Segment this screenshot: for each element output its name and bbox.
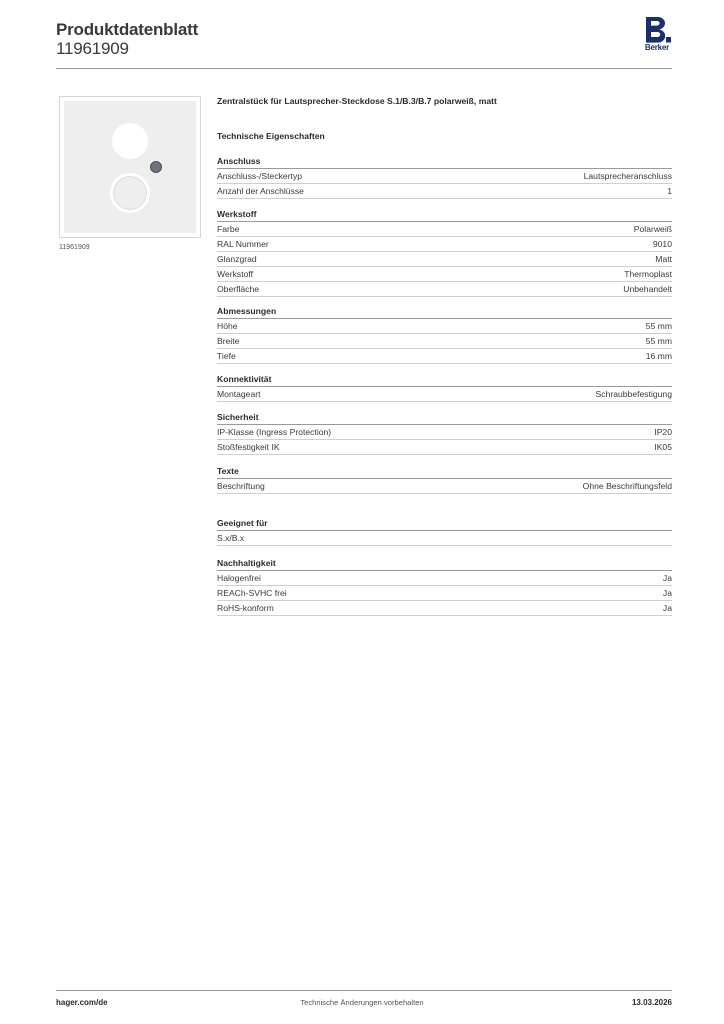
spec-label: Werkstoff — [217, 269, 253, 279]
technical-properties-heading: Technische Eigenschaften — [217, 131, 325, 141]
spec-value: 1 — [667, 186, 672, 196]
logo-wordmark: Berker — [644, 43, 670, 52]
footer-date: 13.03.2026 — [631, 998, 672, 1007]
footer-website: hager.com/de — [56, 998, 108, 1007]
spec-value: Polarweiß — [633, 224, 672, 234]
spec-value: 9010 — [652, 239, 672, 249]
spec-value: Ja — [662, 603, 672, 613]
section-title: Konnektivität — [217, 373, 672, 387]
spec-value: IP20 — [654, 427, 672, 437]
cover-plate — [64, 101, 196, 233]
spec-label: Höhe — [217, 321, 238, 331]
section-title: Geeignet für — [217, 517, 672, 531]
page-title: Produktdatenblatt — [56, 20, 199, 39]
section-title: Texte — [217, 465, 672, 479]
spec-value: Ja — [662, 573, 672, 583]
spec-value: 55 mm — [645, 321, 672, 331]
article-number: 11961909 — [56, 39, 129, 58]
spec-label: Farbe — [217, 224, 240, 234]
spec-row — [217, 184, 672, 199]
spec-row — [217, 222, 672, 237]
section-konnektivitaet — [217, 373, 672, 402]
section-title: Abmessungen — [217, 305, 672, 319]
spec-row — [217, 571, 672, 586]
spec-label: RoHS-konform — [217, 603, 274, 613]
spec-value: Unbehandelt — [623, 284, 672, 294]
section-sicherheit — [217, 411, 672, 455]
spec-row — [217, 252, 672, 267]
spec-row — [217, 169, 672, 184]
spec-label: REACh-SVHC frei — [217, 588, 287, 598]
spec-row — [217, 387, 672, 402]
spec-value: 16 mm — [645, 351, 672, 361]
footer-divider — [56, 990, 672, 991]
spec-label: Glanzgrad — [217, 254, 257, 264]
spec-label: S.x/B.x — [217, 533, 245, 543]
spec-row — [217, 349, 672, 364]
section-title: Sicherheit — [217, 411, 672, 425]
spec-label: IP-Klasse (Ingress Protection) — [217, 427, 332, 437]
spec-row — [217, 440, 672, 455]
spec-row — [217, 282, 672, 297]
spec-label: Beschriftung — [217, 481, 265, 491]
spec-value: Thermoplast — [624, 269, 672, 279]
spec-value: Ja — [662, 588, 672, 598]
speaker-socket-opening — [112, 123, 148, 159]
spec-label: Montageart — [217, 389, 261, 399]
spec-row — [217, 319, 672, 334]
spec-row — [217, 601, 672, 616]
section-nachhaltigkeit — [217, 557, 672, 616]
spec-row — [217, 479, 672, 494]
section-geeignet-fuer — [217, 517, 672, 546]
section-texte — [217, 465, 672, 494]
berker-b-icon — [640, 16, 674, 44]
header-divider — [56, 68, 672, 69]
spec-value: Ohne Beschriftungsfeld — [582, 481, 672, 491]
spec-label: Anschluss-/Steckertyp — [217, 171, 303, 181]
fixing-screw — [150, 161, 162, 173]
spec-row — [217, 531, 672, 546]
product-image — [59, 96, 201, 238]
spec-value: 55 mm — [645, 336, 672, 346]
spec-label: Tiefe — [217, 351, 236, 361]
footer-disclaimer: Technische Änderungen vorbehalten — [300, 998, 424, 1007]
spec-label: Halogenfrei — [217, 573, 261, 583]
product-name: Zentralstück für Lautsprecher-Steckdose S.1/B.3/B.7 polarweiß, matt — [217, 96, 497, 106]
section-title: Nachhaltigkeit — [217, 557, 672, 571]
spec-value: Lautsprecheranschluss — [583, 171, 672, 181]
spec-row — [217, 237, 672, 252]
spec-label: RAL Nummer — [217, 239, 269, 249]
spec-label: Stoßfestigkeit IK — [217, 442, 280, 452]
spec-label: Breite — [217, 336, 240, 346]
spec-label: Oberfläche — [217, 284, 260, 294]
spec-label: Anzahl der Anschlüsse — [217, 186, 304, 196]
spec-row — [217, 586, 672, 601]
image-caption: 11961909 — [59, 244, 90, 251]
section-abmessungen — [217, 305, 672, 364]
spec-row — [217, 425, 672, 440]
section-title: Werkstoff — [217, 208, 672, 222]
spec-value: IK05 — [654, 442, 672, 452]
spec-row — [217, 267, 672, 282]
speaker-socket-ring — [110, 173, 150, 213]
section-title: Anschluss — [217, 155, 672, 169]
spec-value: Matt — [655, 254, 672, 264]
berker-logo — [640, 16, 674, 56]
spec-value: Schraubbefestigung — [595, 389, 672, 399]
spec-row — [217, 334, 672, 349]
section-anschluss — [217, 155, 672, 199]
section-werkstoff — [217, 208, 672, 297]
